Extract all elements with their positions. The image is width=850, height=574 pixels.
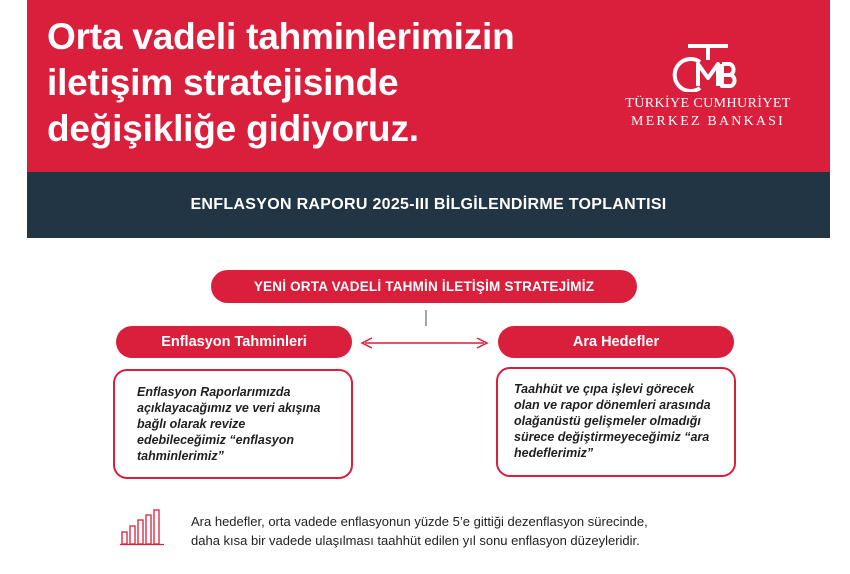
card-line: Taahhüt ve çıpa işlevi görecek bbox=[514, 382, 695, 396]
headline-line: iletişim stratejisinde bbox=[47, 62, 399, 103]
headline-line: değişikliğe gidiyoruz. bbox=[47, 108, 419, 149]
inflation-forecasts-card bbox=[113, 369, 353, 479]
inflation-forecasts-label: Enflasyon Tahminleri bbox=[116, 326, 352, 358]
bar-chart-icon bbox=[120, 508, 170, 546]
meeting-title: ENFLASYON RAPORU 2025-III BİLGİLENDİRME TOPLANTISI bbox=[190, 196, 667, 213]
card-line: hedeflerimiz” bbox=[514, 446, 594, 460]
headline-line: Orta vadeli tahminlerimizin bbox=[47, 16, 515, 57]
card-line: Enflasyon Raporlarımızda bbox=[137, 385, 291, 399]
card-line: olağanüstü gelişmeler olmadığı bbox=[514, 414, 701, 428]
logo-name-line2: MERKEZ BANKASI bbox=[630, 114, 786, 129]
card-line: sürece değiştirmeyeceğimiz “ara bbox=[514, 430, 710, 444]
card-line: açıklayacağımız ve veri akışına bbox=[137, 401, 321, 415]
interim-targets-card bbox=[496, 367, 736, 477]
card-line: tahminlerimiz” bbox=[137, 449, 224, 463]
footnote bbox=[191, 512, 751, 550]
strategy-title: YENİ ORTA VADELİ TAHMİN İLETİŞİM STRATEJİMİZ bbox=[211, 270, 637, 303]
card-line: edebileceğimiz “enflasyon bbox=[137, 433, 294, 447]
logo-name-line1: TÜRKİYE CUMHURİYET bbox=[625, 96, 791, 111]
footnote-line: daha kısa bir vadede ulaşılması taahhüt edilen yıl sonu enflasyon düzeyleridir. bbox=[191, 533, 640, 548]
footnote-line: Ara hedefler, orta vadede enflasyonun yüzde 5’e gittiği dezenflasyon sürecinde, bbox=[191, 514, 648, 529]
interim-targets-label: Ara Hedefler bbox=[498, 326, 734, 358]
card-line: olan ve rapor dönemleri arasında bbox=[514, 398, 711, 412]
card-line: bağlı olarak revize bbox=[137, 417, 246, 431]
